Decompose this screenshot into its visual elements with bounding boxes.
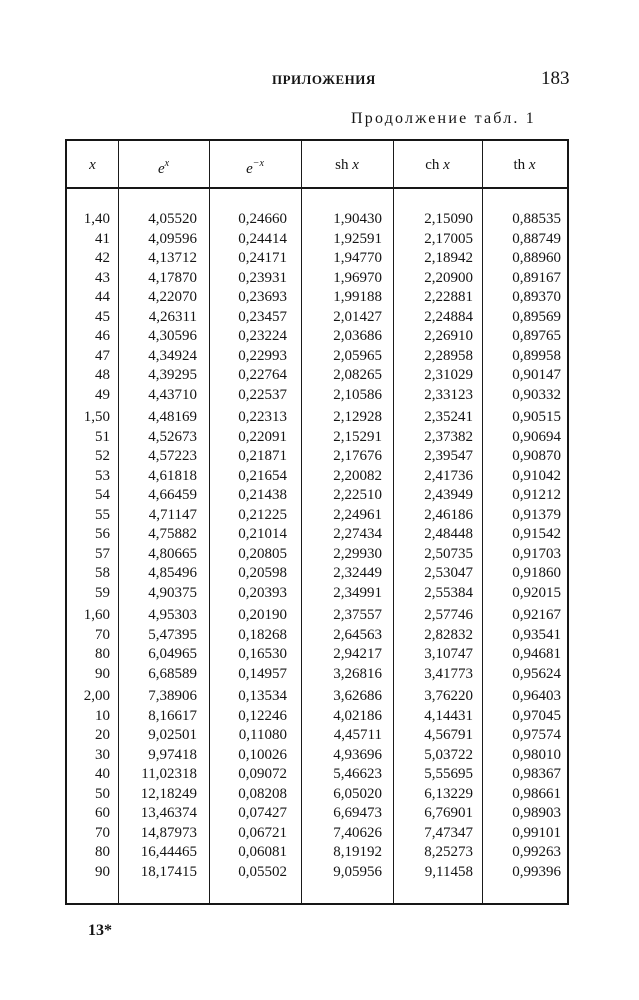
ch-value: 3,41773 [424, 665, 473, 682]
x-value: 55 [95, 506, 110, 523]
exp-value: 5,47395 [148, 626, 197, 643]
table-row [67, 606, 567, 626]
exp-neg-value: 0,12246 [238, 707, 287, 724]
th-value: 0,90694 [512, 428, 561, 445]
table-row [67, 308, 567, 328]
table-row [67, 626, 567, 646]
th-value: 0,91042 [512, 467, 561, 484]
th-value: 0,92167 [512, 607, 561, 623]
exp-neg-value: 0,20190 [238, 607, 287, 623]
ch-value: 2,55384 [424, 584, 473, 601]
table-row [67, 288, 567, 308]
exp-value: 7,38906 [148, 688, 197, 704]
table-row [67, 863, 567, 883]
ch-value: 2,28958 [424, 347, 473, 364]
sh-value: 1,92591 [333, 230, 382, 247]
exp-value: 8,16617 [148, 707, 197, 724]
sh-value: 3,62686 [333, 688, 382, 704]
th-value: 0,88535 [512, 211, 561, 227]
header-rule [67, 187, 567, 189]
th-value: 0,89569 [512, 308, 561, 325]
table-row [67, 564, 567, 584]
exp-value: 12,18249 [140, 785, 197, 802]
x-value: 40 [95, 766, 110, 782]
th-value: 0,88960 [512, 250, 561, 266]
function-table [65, 139, 569, 905]
sh-value: 2,20082 [333, 467, 382, 484]
exp-neg-value: 0,22764 [238, 367, 287, 383]
th-value: 0,99263 [512, 844, 561, 860]
table-row [67, 347, 567, 367]
sh-value: 2,27434 [333, 526, 382, 542]
exp-neg-value: 0,05502 [238, 863, 287, 880]
exp-value: 4,57223 [148, 448, 197, 464]
sh-value: 1,90430 [333, 211, 382, 227]
sh-value: 2,22510 [333, 487, 382, 503]
sh-value: 2,64563 [333, 626, 382, 643]
th-value: 0,91542 [512, 526, 561, 542]
table-row [67, 327, 567, 347]
th-value: 0,98010 [512, 746, 561, 763]
x-value: 80 [95, 646, 110, 662]
x-value: 43 [95, 269, 110, 286]
x-value: 1,60 [83, 607, 110, 623]
exp-neg-value: 0,20393 [238, 584, 287, 601]
sh-value: 2,15291 [333, 428, 382, 445]
th-value: 0,92015 [512, 584, 561, 601]
ch-value: 5,55695 [424, 766, 473, 782]
x-value: 57 [95, 545, 110, 562]
th-value: 0,99101 [512, 824, 561, 841]
exp-neg-value: 0,23224 [238, 328, 287, 344]
x-value: 52 [95, 448, 110, 464]
sh-value: 4,93696 [333, 746, 382, 763]
ch-value: 8,25273 [424, 844, 473, 860]
exp-neg-value: 0,07427 [238, 805, 287, 821]
exp-neg-value: 0,20805 [238, 545, 287, 562]
exp-neg-value: 0,09072 [238, 766, 287, 782]
ch-value: 7,47347 [424, 824, 473, 841]
x-value: 48 [95, 367, 110, 383]
exp-neg-value: 0,23931 [238, 269, 287, 286]
x-value: 1,40 [83, 211, 110, 227]
table-row [67, 249, 567, 269]
sh-value: 2,10586 [333, 386, 382, 403]
table-row [67, 765, 567, 785]
sh-value: 9,05956 [333, 863, 382, 880]
exp-neg-value: 0,21014 [238, 526, 287, 542]
sh-value: 5,46623 [333, 766, 382, 782]
th-value: 0,98367 [512, 766, 561, 782]
table-body [67, 210, 567, 882]
th-value: 0,88749 [512, 230, 561, 247]
sh-value: 2,29930 [333, 545, 382, 562]
sh-value: 2,17676 [333, 448, 382, 464]
x-value: 70 [95, 824, 110, 841]
exp-value: 4,95303 [148, 607, 197, 623]
exp-value: 9,97418 [148, 746, 197, 763]
x-value: 90 [95, 863, 110, 880]
sh-value: 4,02186 [333, 707, 382, 724]
table-row [67, 545, 567, 565]
table-row [67, 386, 567, 406]
exp-neg-value: 0,24660 [238, 211, 287, 227]
th-value: 0,91860 [512, 565, 561, 581]
sh-value: 6,05020 [333, 785, 382, 802]
col-header-exp: $e^x$ [157, 158, 170, 177]
table-row [67, 707, 567, 727]
ch-value: 2,48448 [424, 526, 473, 542]
th-value: 0,93541 [512, 626, 561, 643]
exp-neg-value: 0,08208 [238, 785, 287, 802]
table-row [67, 428, 567, 448]
x-value: 58 [95, 565, 110, 581]
exp-value: 4,05520 [148, 211, 197, 227]
x-value: 50 [95, 785, 110, 802]
table-row [67, 210, 567, 230]
x-value: 90 [95, 665, 110, 682]
x-value: 20 [95, 727, 110, 743]
table-row [67, 366, 567, 386]
th-value: 0,98903 [512, 805, 561, 821]
ch-value: 2,37382 [424, 428, 473, 445]
x-value: 53 [95, 467, 110, 484]
sh-value: 2,01427 [333, 308, 382, 325]
signature-mark: 13* [88, 922, 112, 939]
table-row [67, 269, 567, 289]
table-row [67, 584, 567, 604]
sh-value: 1,99188 [333, 289, 382, 305]
exp-value: 16,44465 [140, 844, 197, 860]
exp-value: 4,34924 [148, 347, 197, 364]
sh-value: 6,69473 [333, 805, 382, 821]
ch-value: 2,50735 [424, 545, 473, 562]
ch-value: 2,26910 [424, 328, 473, 344]
th-value: 0,95624 [512, 665, 561, 682]
x-value: 30 [95, 746, 110, 763]
table-row [67, 665, 567, 685]
exp-neg-value: 0,22537 [238, 386, 287, 403]
section-title: ПРИЛОЖЕНИЯ [272, 72, 376, 87]
exp-value: 4,52673 [148, 428, 197, 445]
ch-value: 2,46186 [424, 506, 473, 523]
ch-value: 2,31029 [424, 367, 473, 383]
x-value: 51 [95, 428, 110, 445]
x-value: 56 [95, 526, 110, 542]
sh-value: 2,08265 [333, 367, 382, 383]
table-row [67, 804, 567, 824]
ch-value: 2,57746 [424, 607, 473, 623]
exp-neg-value: 0,23457 [238, 308, 287, 325]
exp-value: 4,22070 [148, 289, 197, 305]
sh-value: 1,94770 [333, 250, 382, 266]
ch-value: 3,76220 [424, 688, 473, 704]
exp-value: 4,17870 [148, 269, 197, 286]
exp-value: 4,80665 [148, 545, 197, 562]
sh-value: 2,37557 [333, 607, 382, 623]
th-value: 0,89958 [512, 347, 561, 364]
table-row [67, 230, 567, 250]
ch-value: 2,35241 [424, 409, 473, 425]
table-row [67, 824, 567, 844]
th-value: 0,94681 [512, 646, 561, 662]
ch-value: 9,11458 [424, 863, 473, 880]
exp-neg-value: 0,23693 [238, 289, 287, 305]
th-value: 0,91379 [512, 506, 561, 523]
table-row [67, 785, 567, 805]
col-header-sh: sh x [335, 157, 359, 173]
th-value: 0,89765 [512, 328, 561, 344]
table-row [67, 746, 567, 766]
x-value: 10 [95, 707, 110, 724]
exp-neg-value: 0,16530 [238, 646, 287, 662]
exp-neg-value: 0,10026 [238, 746, 287, 763]
sh-value: 2,24961 [333, 506, 382, 523]
exp-neg-value: 0,11080 [238, 727, 287, 743]
exp-neg-value: 0,20598 [238, 565, 287, 581]
sh-value: 2,34991 [333, 584, 382, 601]
exp-neg-value: 0,22091 [238, 428, 287, 445]
exp-value: 4,75882 [148, 526, 197, 542]
x-value: 42 [95, 250, 110, 266]
x-value: 46 [95, 328, 110, 344]
th-value: 0,97574 [512, 727, 561, 743]
exp-value: 4,39295 [148, 367, 197, 383]
ch-value: 2,20900 [424, 269, 473, 286]
sh-value: 2,03686 [333, 328, 382, 344]
col-header-exp-neg: $e^{-x}$ [246, 158, 264, 177]
sh-value: 1,96970 [333, 269, 382, 286]
x-value: 2,00 [83, 688, 110, 704]
exp-value: 6,04965 [148, 646, 197, 662]
exp-neg-value: 0,24414 [238, 230, 287, 247]
x-value: 1,50 [83, 409, 110, 425]
sh-value: 4,45711 [333, 727, 382, 743]
exp-value: 11,02318 [141, 766, 197, 782]
exp-value: 18,17415 [140, 863, 197, 880]
ch-value: 2,43949 [424, 487, 473, 503]
table-row [67, 525, 567, 545]
exp-value: 4,90375 [148, 584, 197, 601]
th-value: 0,89167 [512, 269, 561, 286]
exp-neg-value: 0,24171 [238, 250, 287, 266]
exp-neg-value: 0,13534 [238, 688, 287, 704]
table-row [67, 467, 567, 487]
table-row [67, 486, 567, 506]
x-value: 41 [95, 230, 110, 247]
exp-neg-value: 0,14957 [238, 665, 287, 682]
exp-neg-value: 0,21225 [238, 506, 287, 523]
ch-value: 2,41736 [424, 467, 473, 484]
exp-neg-value: 0,21654 [238, 467, 287, 484]
th-value: 0,90515 [512, 409, 561, 425]
running-head [0, 70, 639, 92]
col-header-ch: ch x [425, 157, 450, 173]
ch-value: 6,13229 [424, 785, 473, 802]
col-header-x: x [89, 157, 96, 173]
exp-neg-value: 0,18268 [238, 626, 287, 643]
x-value: 59 [95, 584, 110, 601]
sh-value: 8,19192 [333, 844, 382, 860]
table-row [67, 645, 567, 665]
sh-value: 3,26816 [333, 665, 382, 682]
exp-neg-value: 0,22993 [238, 347, 287, 364]
th-value: 0,90147 [512, 367, 561, 383]
th-value: 0,96403 [512, 688, 561, 704]
ch-value: 5,03722 [424, 746, 473, 763]
table-row [67, 506, 567, 526]
table-row [67, 687, 567, 707]
exp-value: 4,71147 [148, 506, 197, 523]
th-value: 0,91703 [512, 545, 561, 562]
x-value: 47 [95, 347, 110, 364]
exp-value: 4,48169 [148, 409, 197, 425]
sh-value: 2,05965 [333, 347, 382, 364]
ch-value: 2,17005 [424, 230, 473, 247]
exp-value: 4,66459 [148, 487, 197, 503]
th-value: 0,90870 [512, 448, 561, 464]
ch-value: 2,33123 [424, 386, 473, 403]
sh-value: 2,12928 [333, 409, 382, 425]
x-value: 45 [95, 308, 110, 325]
ch-value: 2,22881 [424, 289, 473, 305]
sh-value: 2,94217 [333, 646, 382, 662]
exp-value: 6,68589 [148, 665, 197, 682]
table-continuation-label: Продолжение табл. 1 [351, 110, 536, 127]
x-value: 70 [95, 626, 110, 643]
table-row [67, 408, 567, 428]
exp-neg-value: 0,06721 [238, 824, 287, 841]
ch-value: 4,14431 [424, 707, 473, 724]
exp-value: 4,43710 [148, 386, 197, 403]
th-value: 0,97045 [512, 707, 561, 724]
ch-value: 3,10747 [424, 646, 473, 662]
x-value: 54 [95, 487, 110, 503]
ch-value: 2,82832 [424, 626, 473, 643]
ch-value: 2,15090 [424, 211, 473, 227]
exp-neg-value: 0,21438 [238, 487, 287, 503]
exp-value: 4,13712 [148, 250, 197, 266]
exp-value: 9,02501 [148, 727, 197, 743]
th-value: 0,99396 [512, 863, 561, 880]
exp-neg-value: 0,06081 [238, 844, 287, 860]
ch-value: 2,18942 [424, 250, 473, 266]
exp-value: 4,30596 [148, 328, 197, 344]
ch-value: 2,39547 [424, 448, 473, 464]
ch-value: 2,53047 [424, 565, 473, 581]
col-header-th: th x [513, 157, 536, 173]
x-value: 44 [95, 289, 110, 305]
x-value: 60 [95, 805, 110, 821]
page-number: 183 [541, 68, 570, 89]
exp-value: 4,26311 [148, 308, 197, 325]
ch-value: 6,76901 [424, 805, 473, 821]
exp-value: 4,85496 [148, 565, 197, 581]
th-value: 0,91212 [512, 487, 561, 503]
table-row [67, 843, 567, 863]
exp-value: 4,61818 [148, 467, 197, 484]
x-value: 49 [95, 386, 110, 403]
th-value: 0,89370 [512, 289, 561, 305]
sh-value: 2,32449 [333, 565, 382, 581]
table-row [67, 726, 567, 746]
exp-neg-value: 0,21871 [238, 448, 287, 464]
th-value: 0,98661 [512, 785, 561, 802]
exp-neg-value: 0,22313 [238, 409, 287, 425]
ch-value: 2,24884 [424, 308, 473, 325]
th-value: 0,90332 [512, 386, 561, 403]
exp-value: 13,46374 [140, 805, 197, 821]
table-row [67, 447, 567, 467]
exp-value: 14,87973 [140, 824, 197, 841]
exp-value: 4,09596 [148, 230, 197, 247]
ch-value: 4,56791 [424, 727, 473, 743]
sh-value: 7,40626 [333, 824, 382, 841]
x-value: 80 [95, 844, 110, 860]
